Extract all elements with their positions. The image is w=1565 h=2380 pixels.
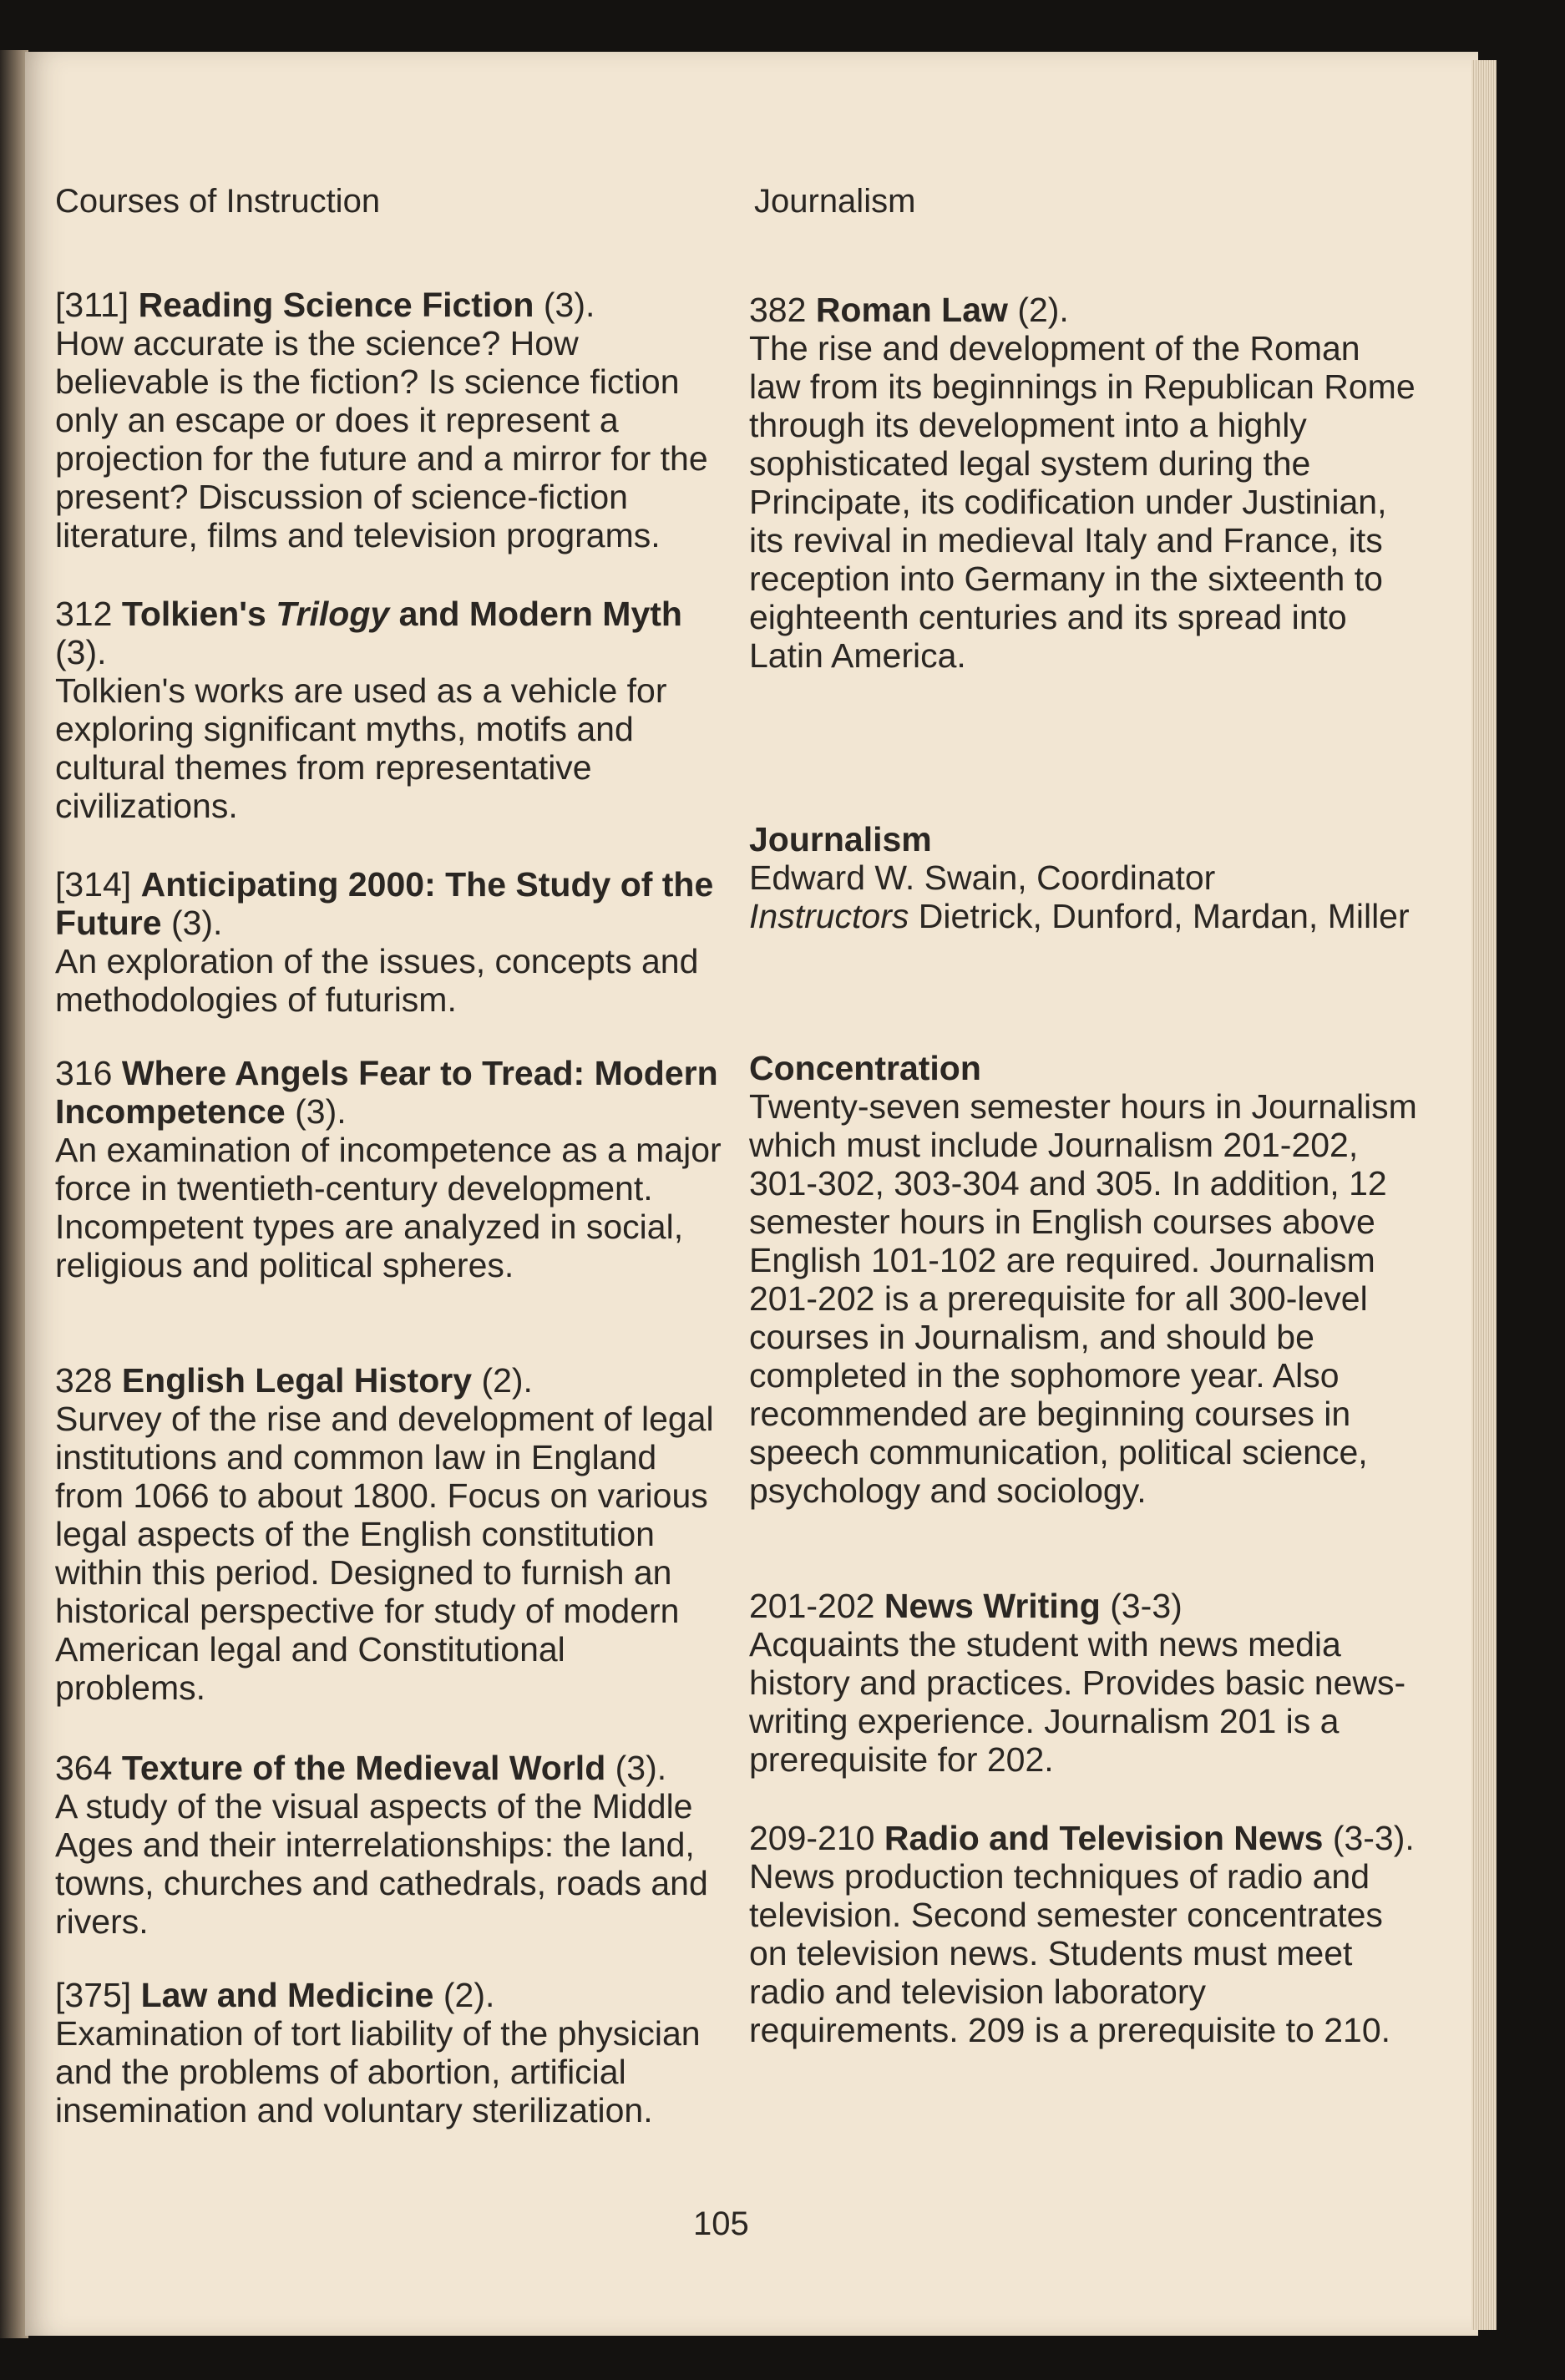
department-name: Journalism xyxy=(749,820,932,858)
course-description: Acquaints the student with news media history and practices. Provides basic news-writing experience. Journalism 201 is a prerequisite for 202. xyxy=(749,1625,1406,1779)
course-364 xyxy=(55,1749,723,1941)
course-375 xyxy=(55,1976,723,2129)
running-head-left: Courses of Instruction xyxy=(55,183,381,220)
course-credits: (3-3) xyxy=(1110,1587,1183,1625)
course-title: Where Angels Fear to Tread: Modern Incompetence xyxy=(55,1054,718,1131)
course-title-part: and Modern Myth xyxy=(389,595,682,633)
course-title: English Legal History xyxy=(121,1361,473,1400)
course-title-part: Tolkien's xyxy=(121,595,276,633)
instructors-label: Instructors xyxy=(749,897,909,935)
course-title: Radio and Television News xyxy=(884,1819,1324,1857)
running-head-right: Journalism xyxy=(754,183,916,220)
course-311 xyxy=(55,286,723,554)
course-description: Survey of the rise and development of legal institutions and common law in England from 1066 to about 1800. Focus on various legal aspects of the English constitution within this period. Designed to furnish an historical perspective for study of modern American legal and Constitutional problems. xyxy=(55,1400,714,1707)
department-coordinator: Edward W. Swain, Coordinator xyxy=(749,858,1216,897)
course-number: 201-202 xyxy=(749,1587,875,1625)
course-209-210 xyxy=(749,1819,1417,2049)
course-credits: (3). xyxy=(55,633,107,671)
course-credits: (2). xyxy=(443,1976,495,2014)
concentration-text: Twenty-seven semester hours in Journalism which must include Journalism 201-202, 301-302, 303-304 and 305. In addition, 12 semester hours in English courses above English 101-102 are required. Journalism 201-202 is a prerequisite for all 300-level courses in Journalism, and should be completed in the sophomore year. Also recommended are beginning courses in speech communication, political science, psychology and sociology. xyxy=(749,1087,1417,1510)
course-number: 316 xyxy=(55,1054,113,1092)
course-382 xyxy=(749,291,1417,675)
course-credits: (3). xyxy=(295,1092,347,1131)
course-316 xyxy=(55,1054,723,1284)
course-number: 328 xyxy=(55,1361,113,1400)
course-description: An examination of incompetence as a major force in twentieth-century development. Incompetent types are analyzed in social, religious and political spheres. xyxy=(55,1131,722,1284)
course-number: 364 xyxy=(55,1749,113,1787)
course-title: Reading Science Fiction xyxy=(138,286,534,324)
page-edges xyxy=(1471,60,1497,2330)
course-number: 209-210 xyxy=(749,1819,875,1857)
course-description: Examination of tort liability of the physician and the problems of abortion, artificial insemination and voluntary sterilization. xyxy=(55,2014,701,2129)
course-credits: (3). xyxy=(543,286,595,324)
course-201-202 xyxy=(749,1587,1417,1779)
course-title: Law and Medicine xyxy=(140,1976,434,2014)
course-number: 382 xyxy=(749,291,807,329)
course-credits: (3-3). xyxy=(1332,1819,1415,1857)
course-description: Tolkien's works are used as a vehicle for exploring significant myths, motifs and cultural themes from representative civilizations. xyxy=(55,671,667,825)
course-credits: (2). xyxy=(1017,291,1069,329)
course-description: How accurate is the science? How believable is the fiction? Is science fiction only an escape or does it represent a projection for the future and a mirror for the present? Discussion of science-fiction literature, films and television programs. xyxy=(55,324,708,554)
course-description: The rise and development of the Roman law from its beginnings in Republican Rome through its development into a highly sophisticated legal system during the Principate, its codification under Justinian, its revival in medieval Italy and France, its reception into Germany in the sixteenth to eighteenth centuries and its spread into Latin America. xyxy=(749,329,1416,675)
course-title-italic: Trilogy xyxy=(276,595,390,633)
course-number: [311] xyxy=(55,286,129,324)
course-number: 312 xyxy=(55,595,113,633)
course-credits: (3). xyxy=(170,904,223,942)
course-title: Anticipating 2000: The Study of the Future xyxy=(55,865,714,942)
course-number: [375] xyxy=(55,1976,132,2014)
department-block xyxy=(749,820,1417,935)
course-title: Roman Law xyxy=(815,291,1008,329)
course-312 xyxy=(55,595,723,825)
course-credits: (3). xyxy=(615,1749,667,1787)
course-314 xyxy=(55,865,723,1019)
course-description: A study of the visual aspects of the Middle Ages and their interrelationships: the land, towns, churches and cathedrals, roads and rivers. xyxy=(55,1787,708,1941)
concentration-block xyxy=(749,1049,1417,1510)
course-description: An exploration of the issues, concepts and methodologies of futurism. xyxy=(55,942,699,1019)
course-title: Texture of the Medieval World xyxy=(121,1749,606,1787)
instructors-list: Dietrick, Dunford, Mardan, Miller xyxy=(918,897,1410,935)
book-spine xyxy=(0,50,28,2338)
page-number: 105 xyxy=(693,2205,749,2242)
course-328 xyxy=(55,1361,723,1707)
course-title: News Writing xyxy=(884,1587,1101,1625)
concentration-heading: Concentration xyxy=(749,1049,981,1087)
course-number: [314] xyxy=(55,865,132,904)
course-credits: (2). xyxy=(481,1361,533,1400)
course-description: News production techniques of radio and television. Second semester concentrates on television news. Students must meet radio and television laboratory requirements. 209 is a prerequisite to 210. xyxy=(749,1857,1391,2049)
